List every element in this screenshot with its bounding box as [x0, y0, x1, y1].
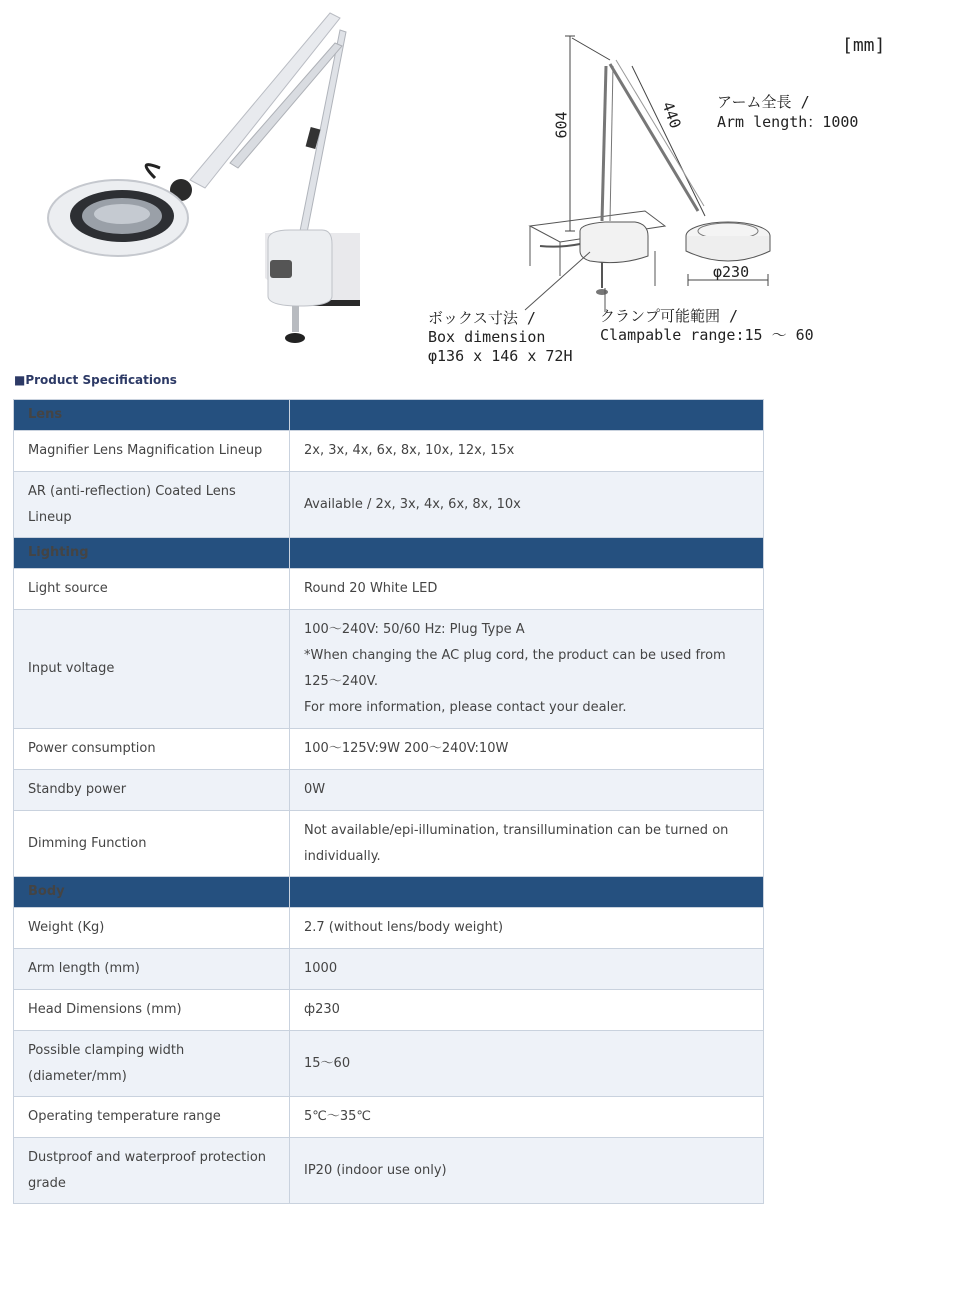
group-title: Lighting: [14, 538, 290, 569]
spec-label: Head Dimensions (mm): [14, 990, 290, 1031]
group-header-lighting: [14, 538, 764, 569]
group-header-body: [14, 877, 764, 908]
table-row: [14, 949, 764, 990]
spec-label: Input voltage: [14, 610, 290, 729]
spec-table: [13, 399, 764, 1204]
spec-value: 2.7 (without lens/body weight): [290, 908, 764, 949]
spec-label: Weight (Kg): [14, 908, 290, 949]
spec-value: Available / 2x, 3x, 4x, 6x, 8x, 10x: [290, 472, 764, 538]
group-title: Lens: [14, 400, 290, 431]
table-row: [14, 1097, 764, 1138]
box-dimension-value: φ136 x 146 x 72H: [428, 347, 573, 365]
spec-value: Not available/epi-illumination, transillumination can be turned on individually.: [290, 811, 764, 877]
spec-label: Possible clamping width (diameter/mm): [14, 1031, 290, 1097]
spec-value: 2x, 3x, 4x, 6x, 8x, 10x, 12x, 15x: [290, 431, 764, 472]
spec-label: Dustproof and waterproof protection grade: [14, 1138, 290, 1204]
box-dimension-jp: ボックス寸法 /: [428, 309, 536, 327]
product-photo: [40, 8, 362, 348]
spec-value: 1000: [290, 949, 764, 990]
section-title: ■Product Specifications: [14, 373, 177, 387]
spec-label: Operating temperature range: [14, 1097, 290, 1138]
table-row: [14, 610, 764, 729]
spec-label: Magnifier Lens Magnification Lineup: [14, 431, 290, 472]
dimension-diagram: [420, 26, 900, 376]
table-row: [14, 811, 764, 877]
table-row: [14, 569, 764, 610]
group-title: Body: [14, 877, 290, 908]
arm-length-en: Arm length：1000: [717, 113, 859, 131]
head-diameter: φ230: [713, 263, 750, 281]
spec-label: AR (anti-reflection) Coated Lens Lineup: [14, 472, 290, 538]
unit-label: [mm]: [842, 35, 886, 56]
height-label: 604: [552, 111, 571, 139]
spec-value: 100～240V: 50/60 Hz: Plug Type A *When changing the AC plug cord, the product can be used from 125～240V. For more information, please contact your dealer.: [290, 610, 764, 729]
table-row: [14, 1031, 764, 1097]
table-row: [14, 908, 764, 949]
box-dimension-en: Box dimension: [428, 328, 546, 346]
spec-label: Arm length (mm): [14, 949, 290, 990]
table-row: [14, 770, 764, 811]
spec-value: ф230: [290, 990, 764, 1031]
spec-value: 5℃～35℃: [290, 1097, 764, 1138]
group-title-blank: [290, 400, 764, 431]
table-row: [14, 1138, 764, 1204]
spec-value: IP20 (indoor use only): [290, 1138, 764, 1204]
arm-label: 440: [658, 99, 685, 131]
table-row: [14, 472, 764, 538]
group-title-blank: [290, 877, 764, 908]
spec-label: Light source: [14, 569, 290, 610]
spec-label: Standby power: [14, 770, 290, 811]
spec-value: 100～125V:9W 200～240V:10W: [290, 729, 764, 770]
table-row: [14, 990, 764, 1031]
group-title-blank: [290, 538, 764, 569]
arm-length-jp: アーム全長 /: [717, 93, 810, 111]
spec-label: Dimming Function: [14, 811, 290, 877]
spec-value: 0W: [290, 770, 764, 811]
spec-value: 15～60: [290, 1031, 764, 1097]
spec-label: Power consumption: [14, 729, 290, 770]
clamp-range-en: Clampable range:15 ～ 60: [600, 326, 814, 344]
table-row: [14, 431, 764, 472]
table-row: [14, 729, 764, 770]
clamp-range-jp: クランプ可能範囲 /: [600, 307, 739, 325]
spec-value: Round 20 White LED: [290, 569, 764, 610]
group-header-lens: [14, 400, 764, 431]
